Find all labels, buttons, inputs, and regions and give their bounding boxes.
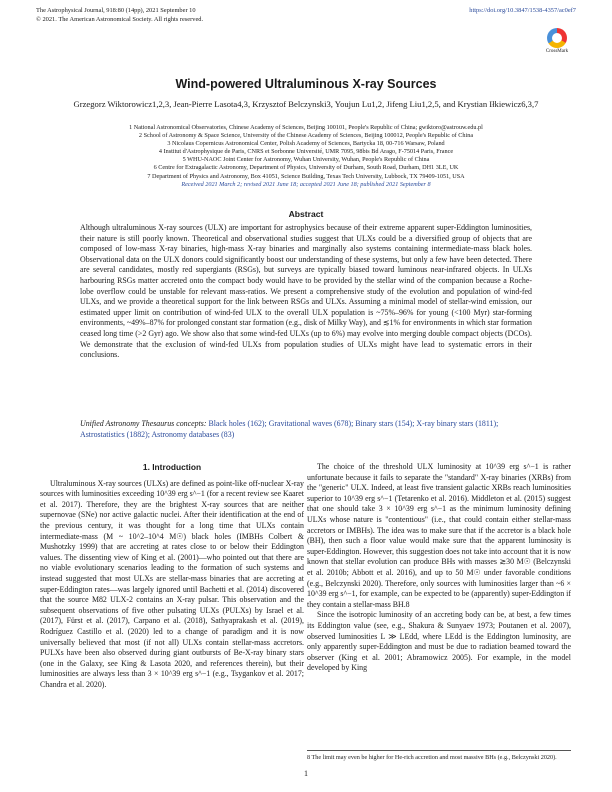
- section-heading: 1. Introduction: [142, 462, 202, 472]
- publication-dates: Received 2021 March 2; revised 2021 June 18; accepted 2021 June 18; published 2021 September 8: [181, 180, 431, 188]
- crossmark-label: CrossMark: [545, 49, 569, 54]
- crossmark-icon: [547, 28, 567, 48]
- page-number: 1: [304, 769, 308, 778]
- paper-title: Wind-powered Ultraluminous X-ray Sources: [175, 77, 437, 91]
- keywords: [80, 419, 532, 440]
- affiliation-2: 2 School of Astronomy & Space Science, University of the Chinese Academy of Sciences, Beijing 100012, People's Republic of China: [138, 132, 474, 140]
- affiliation-4: 4 Institut d'Astrophysique de Paris, CNRS et Sorbonne Université, UMR 7095, 98bis Bd Arago, F-75014 Paris, France: [158, 148, 454, 156]
- journal-citation: The Astrophysical Journal, 918:80 (14pp), 2021 September 10: [36, 7, 196, 14]
- affiliation-5: 5 WHU-NAOC Joint Center for Astronomy, Wuhan University, Wuhan, People's Republic of China: [182, 156, 430, 164]
- keywords-links[interactable]: Black holes (162); Gravitational waves (678); Binary stars (154); X-ray binary stars (1811); Astrostatistics (1882); Astronomy databases (83): [80, 419, 499, 439]
- right-column: [307, 462, 571, 674]
- crossmark-button[interactable]: [542, 28, 572, 54]
- doi-link[interactable]: https://doi.org/10.3847/1538-4357/ac0ef7: [469, 7, 576, 14]
- intro-paragraph-1: Ultraluminous X-ray sources (ULXs) are defined as point-like off-nuclear X-ray sources with luminosities exceeding 10^39 erg s^−1 (for a recent review see Kaaret et al. 2017). Therefore, they are the brightest X-ray sources that are neither supernovae (SNe) nor active galactic nuclei. After their identification at the end of the previous century, it was thought for a long time that ULXs contain intermediate-mass (M ~ 10^2–10^4 M☉) black holes (IMBHs Colbert & Mushotzky 1999) that are accreting at rates close to or below their Eddington values. The dissenting view of King et al. (2001)—who pointed out that there are no viable evolutionary scenarios leading to the formation of such systems and instead suggested that most ULXs are stellar-mass binaries that are accreting at super-Eddington rates—was largely ignored until Bachetti et al. (2014) discovered that the source M82 ULX-2 contains an X-ray pulsar. This observation and the subsequent observations of five other pulsating ULXs (PULXs) by Israel et al. (2017), Fürst et al. (2017), Carpano et al. (2018), Sathyaprakash et al. (2019), Rodríguez Castillo et al. (2020) led to a change of paradigm and it is now universally believed that most (if not all) ULXs contain stellar-mass accretors. PULXs have been also observed during giant outbursts of Be-X-ray binary stars (one in the Galaxy, see King & Lasota 2020, and references therein), but their luminosities are always less than 3 × 10^39 erg s^−1 (e.g., Tsygankov et al. 2017; Chandra et al. 2020).: [40, 478, 304, 689]
- affiliations: [50, 124, 562, 189]
- footnote: 8 The limit may even be higher for He-rich accretion and most massive BHs (e.g., Belczynski 2020).: [307, 750, 571, 762]
- abstract-heading: Abstract: [288, 209, 324, 219]
- keywords-label: Unified Astronomy Thesaurus concepts:: [80, 419, 207, 428]
- affiliation-7: 7 Department of Physics and Astronomy, Box 41051, Science Building, Texas Tech University, Lubbock, TX 79409-1051, USA: [147, 172, 465, 180]
- left-column: [40, 462, 304, 690]
- affiliation-6: 6 Centre for Extragalactic Astronomy, Department of Physics, University of Durham, South Road, Durham, DH1 3LE, UK: [153, 164, 459, 172]
- author-list: Grzegorz Wiktorowicz1,2,3, Jean-Pierre Lasota4,3, Krzysztof Belczynski3, Youjun Lu1,2, Jifeng Liu1,2,5, and Krystian Iłkiewicz6,3,7: [73, 99, 539, 109]
- affiliation-1: 1 National Astronomical Observatories, Chinese Academy of Sciences, Beijing 100101, People's Republic of China; gwiktoro@astrouw.edu.pl: [129, 124, 483, 131]
- intro-paragraph-2: The choice of the threshold ULX luminosity at 10^39 erg s^−1 is rather unfortunate because it fails to separate the "standard" X-ray binaries (XRBs) from the "generic" ULX. Indeed, at least five transient galactic XRBs reach luminosities superior to 10^39 erg s^−1 (Tetarenko et al. 2016). Middleton et al. (2015) suggest that one should take 3 × 10^39 erg s^−1 as the minimum luminosity defining ULXs whose nature is "contentious" (i.e., that could contain either stellar-mass accretors or IMBHs). The idea was to make sure that if the accretor is a black hole (BH), then such a floor value would make sure that the apparent luminosity is super-Eddington. However, this suggestion does not take into account that it is now known that stellar evolution can produce BHs with masses ≳30 M☉ (Belczynski et al. 2010b; Abbott et al. 2016), and up to 50 M☉ under favorable conditions (e.g., Belczynski 2020). Therefore, only sources with luminosities larger than ~6 × 10^39 erg s^−1, for example, can be expected to be (apparently) super-Eddington if they contain a stellar-mass BH.8: [307, 462, 571, 609]
- affiliation-3: 3 Nicolaus Copernicus Astronomical Center, Polish Academy of Sciences, Bartycka 18, 00-716 Warsaw, Poland: [167, 140, 445, 148]
- copyright-notice: © 2021. The American Astronomical Society. All rights reserved.: [36, 16, 204, 23]
- abstract-text: Although ultraluminous X-ray sources (ULX) are important for astrophysics because of their extreme apparent super-Eddington luminosities, their nature is still poorly known. Theoretical and observational studies suggest that ULXs could be a diversified group of objects that are composed of low-mass X-ray binaries, high-mass X-ray binaries and marginally also systems containing intermediate-mass black holes. Observational data on the ULX donors could significantly boost our understanding of these systems, but only a few have been detected. There are several candidates, mostly red supergiants (RSGs), but surveys are typically biased toward luminous near-infrared objects. In ULXs harbouring RSGs matter accreted onto the compact body would have to be provided by the stellar wind of the companion because a Roche-lobe overflow could be unstable for relevant mass-ratios. We present a comprehensive study of the evolution and population of wind-fed ULXs, and we provide a theoretical support for the link between RSGs and ULXs. Assuming a minimal model of stellar-wind emission, our estimated upper limit on contribution of wind-fed ULX to the overall ULX population is ~75%–96% for young (<100 Myr) star-forming environments, ~49%–87% for prolonged constant star formation (e.g., disk of Milky Way), and ≲1% for environments in which star formation ceased long time (>2 Gyr) ago. We show also that some wind-fed ULXs (up to 6%) may evolve into merging double compact objects (DCOs). We demonstrate that the exclusion of wind-fed ULXs from population studies of ULXs might have lead to systematic errors in their conclusions.: [80, 223, 532, 360]
- intro-paragraph-3: Since the isotropic luminosity of an accreting body can be, at best, a few times its Eddington value (see, e.g., Shakura & Sunyaev 1973; Poutanen et al. 2007), observed luminosities L ≫ LEdd, where LEdd is the Eddington luminosity, are only apparently super-Eddington and must be due to radiation beamed toward the observer (King et al. 2001; Abramowicz 2005). For example, in the model developed by King: [307, 610, 571, 673]
